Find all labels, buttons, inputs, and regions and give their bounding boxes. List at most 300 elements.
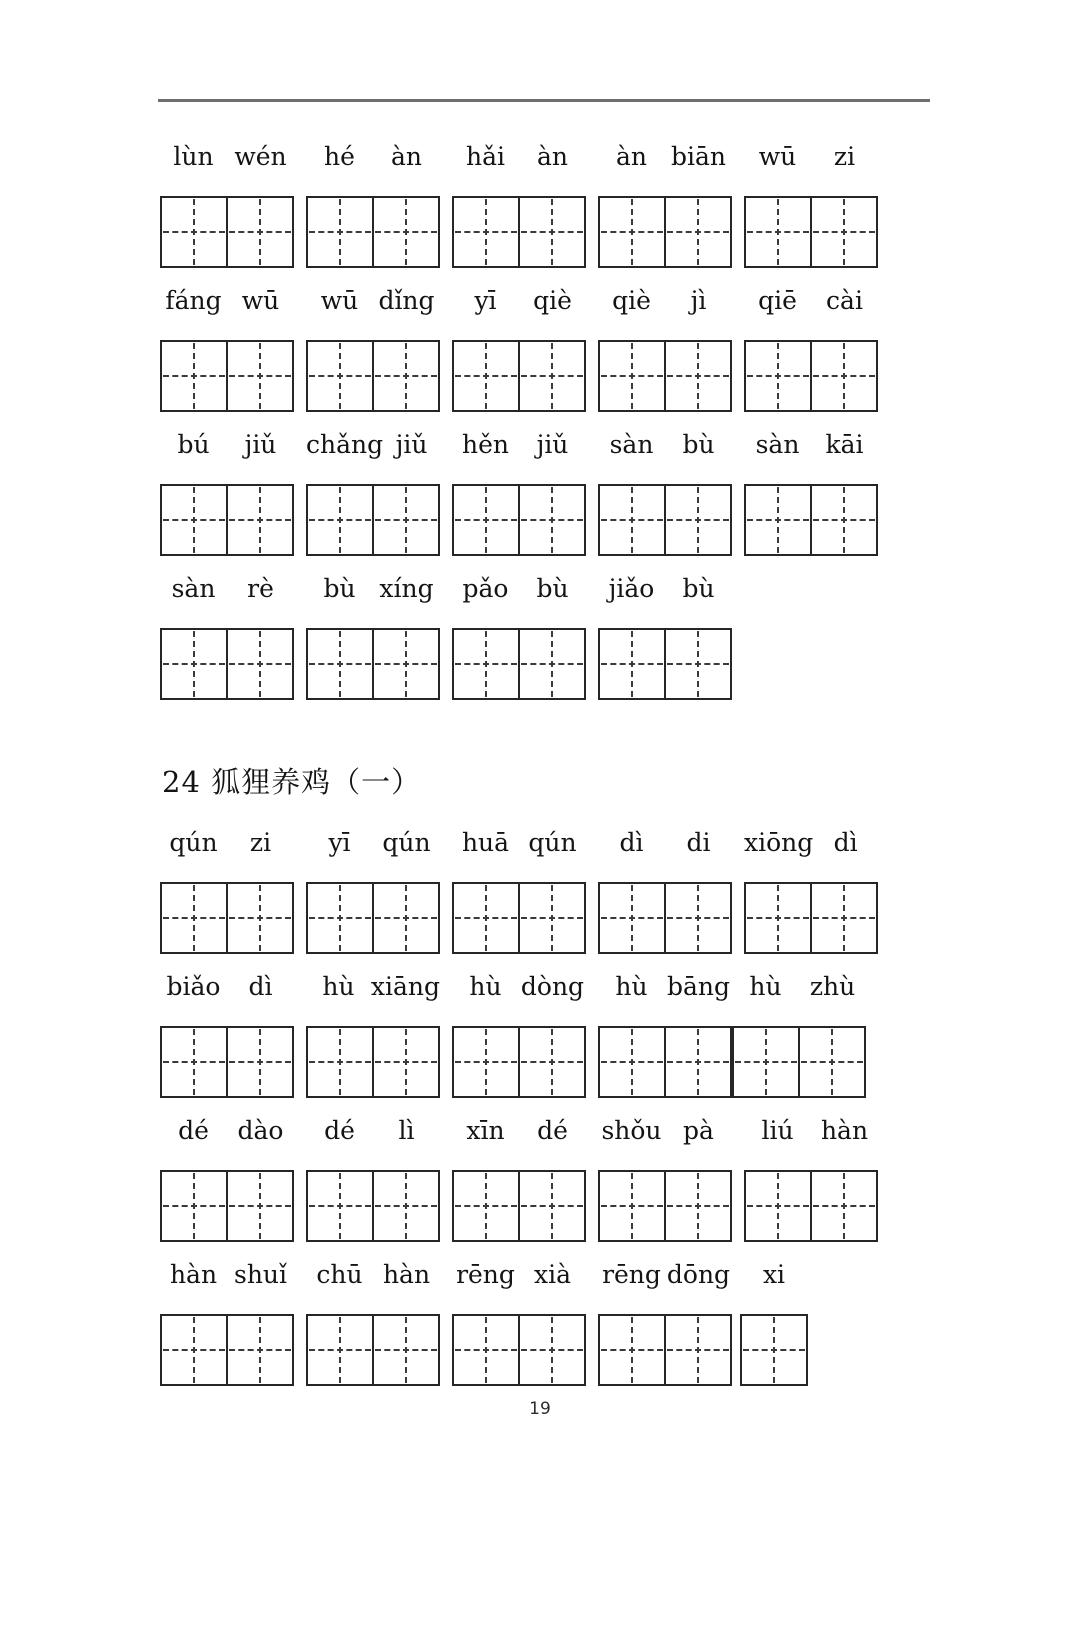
pinyin-word-group bbox=[306, 428, 440, 556]
writing-grid-row bbox=[452, 628, 586, 700]
writing-box bbox=[308, 1028, 372, 1096]
pinyin-line bbox=[744, 826, 878, 860]
writing-box bbox=[162, 198, 226, 266]
tianzige-grid bbox=[598, 484, 732, 556]
pinyin-syllable: dì bbox=[248, 972, 273, 1001]
pinyin-line bbox=[452, 428, 586, 462]
writing-grid-row bbox=[306, 628, 440, 700]
pinyin-syllable: lì bbox=[398, 1116, 415, 1145]
writing-box bbox=[664, 1028, 730, 1096]
pinyin-syllable: jiǔ bbox=[536, 430, 569, 459]
pinyin-syllable: pǎo bbox=[462, 574, 509, 603]
pinyin-segment bbox=[160, 572, 294, 606]
pinyin-syllable: rēng bbox=[602, 1260, 661, 1289]
tianzige-grid bbox=[452, 484, 586, 556]
pinyin-syllable: kāi bbox=[825, 430, 864, 459]
pinyin-syllable: xiōng bbox=[744, 828, 814, 857]
writing-box bbox=[454, 1172, 518, 1240]
pinyin-line bbox=[306, 970, 440, 1004]
pinyin-word-group bbox=[452, 284, 586, 412]
writing-box bbox=[454, 1028, 518, 1096]
tianzige-grid bbox=[598, 628, 732, 700]
pinyin-syllable: sàn bbox=[171, 574, 216, 603]
pinyin-syllable: dì bbox=[619, 828, 644, 857]
pinyin-word-group bbox=[598, 970, 866, 1098]
pinyin-syllable: shuǐ bbox=[233, 1260, 288, 1289]
pinyin-syllable: qiē bbox=[758, 286, 797, 315]
pinyin-word-group bbox=[306, 1114, 440, 1242]
pinyin-segment bbox=[598, 826, 732, 860]
tianzige-grid bbox=[306, 484, 440, 556]
pinyin-word-group bbox=[452, 572, 586, 700]
section-heading: 24 狐狸养鸡（一） bbox=[162, 765, 422, 799]
writing-box bbox=[308, 630, 372, 698]
writing-grid-row bbox=[744, 882, 878, 954]
pinyin-segment bbox=[306, 284, 440, 318]
writing-box bbox=[454, 884, 518, 952]
writing-box bbox=[308, 1172, 372, 1240]
tianzige-grid bbox=[160, 1170, 294, 1242]
writing-box bbox=[746, 884, 810, 952]
writing-box bbox=[734, 1028, 798, 1096]
pinyin-line bbox=[598, 428, 732, 462]
pinyin-syllable: bāng bbox=[666, 972, 730, 1001]
writing-grid-row bbox=[306, 340, 440, 412]
tianzige-grid bbox=[160, 484, 294, 556]
writing-box bbox=[162, 1028, 226, 1096]
writing-box bbox=[742, 1316, 806, 1384]
pinyin-line bbox=[744, 1114, 878, 1148]
pinyin-syllable: xià bbox=[534, 1260, 571, 1289]
pinyin-syllable: wū bbox=[320, 286, 359, 315]
tianzige-grid bbox=[160, 1026, 294, 1098]
writing-grid-row bbox=[744, 196, 878, 268]
pinyin-line bbox=[306, 428, 440, 462]
pinyin-syllable: huā bbox=[461, 828, 510, 857]
pinyin-syllable: dé bbox=[324, 1116, 355, 1145]
writing-grid-row bbox=[744, 1170, 878, 1242]
pinyin-syllable: qiè bbox=[612, 286, 651, 315]
tianzige-grid bbox=[306, 1026, 440, 1098]
writing-box bbox=[162, 1172, 226, 1240]
writing-grid-row bbox=[744, 484, 878, 556]
pinyin-segment bbox=[598, 140, 732, 174]
pinyin-line bbox=[598, 140, 732, 174]
pinyin-word-group bbox=[452, 1258, 586, 1386]
tianzige-grid bbox=[306, 882, 440, 954]
writing-box bbox=[308, 884, 372, 952]
pinyin-segment bbox=[160, 826, 294, 860]
writing-box bbox=[226, 884, 292, 952]
pinyin-segment bbox=[598, 1258, 732, 1292]
pinyin-syllable: dé bbox=[537, 1116, 568, 1145]
writing-box bbox=[600, 1028, 664, 1096]
writing-grid-row bbox=[160, 484, 294, 556]
pinyin-syllable: biān bbox=[670, 142, 726, 171]
pinyin-segment bbox=[306, 1258, 440, 1292]
writing-grid-row bbox=[160, 628, 294, 700]
tianzige-grid bbox=[744, 196, 878, 268]
word-row bbox=[160, 1258, 935, 1386]
tianzige-grid bbox=[732, 1026, 866, 1098]
writing-box bbox=[600, 486, 664, 554]
pinyin-syllable: hǎi bbox=[465, 142, 505, 171]
pinyin-segment bbox=[306, 428, 440, 462]
pinyin-segment bbox=[744, 1114, 878, 1148]
pinyin-line bbox=[452, 1258, 586, 1292]
pinyin-syllable: bù bbox=[682, 574, 715, 603]
writing-box bbox=[454, 486, 518, 554]
pinyin-syllable: dào bbox=[237, 1116, 284, 1145]
pinyin-word-group bbox=[598, 1114, 732, 1242]
pinyin-segment bbox=[306, 140, 440, 174]
pinyin-word-group bbox=[160, 826, 294, 954]
writing-box bbox=[518, 342, 584, 410]
pinyin-segment bbox=[598, 284, 732, 318]
tianzige-grid bbox=[452, 882, 586, 954]
pinyin-line bbox=[452, 284, 586, 318]
writing-grid-row bbox=[306, 1026, 440, 1098]
pinyin-syllable: chū bbox=[316, 1260, 363, 1289]
writing-grid-row bbox=[452, 340, 586, 412]
pinyin-line bbox=[452, 970, 586, 1004]
pinyin-syllable: zi bbox=[249, 828, 272, 857]
pinyin-segment bbox=[306, 572, 440, 606]
pinyin-segment bbox=[306, 826, 440, 860]
pinyin-word-group bbox=[452, 1114, 586, 1242]
pinyin-segment bbox=[452, 1114, 586, 1148]
pinyin-segment bbox=[452, 1258, 586, 1292]
writing-grid-row bbox=[452, 1026, 586, 1098]
tianzige-grid bbox=[452, 1026, 586, 1098]
word-row bbox=[160, 826, 935, 954]
pinyin-word-group bbox=[306, 572, 440, 700]
pinyin-syllable: dòng bbox=[520, 972, 585, 1001]
pinyin-syllable: xīn bbox=[466, 1116, 505, 1145]
pinyin-word-group bbox=[306, 1258, 440, 1386]
tianzige-grid bbox=[160, 882, 294, 954]
writing-box bbox=[518, 486, 584, 554]
pinyin-word-group bbox=[160, 1258, 294, 1386]
pinyin-line bbox=[452, 572, 586, 606]
pinyin-segment bbox=[160, 428, 294, 462]
writing-box bbox=[600, 1316, 664, 1384]
tianzige-grid bbox=[452, 628, 586, 700]
pinyin-word-group bbox=[744, 284, 878, 412]
pinyin-syllable: fáng bbox=[165, 286, 222, 315]
writing-box bbox=[664, 630, 730, 698]
pinyin-syllable: shǒu bbox=[601, 1116, 662, 1145]
tianzige-grid bbox=[306, 1314, 440, 1386]
pinyin-word-group bbox=[744, 1114, 878, 1242]
pinyin-word-group bbox=[598, 572, 732, 700]
pinyin-syllable: rēng bbox=[456, 1260, 515, 1289]
pinyin-line bbox=[452, 1114, 586, 1148]
pinyin-syllable: liú bbox=[761, 1116, 794, 1145]
writing-box bbox=[664, 198, 730, 266]
pinyin-syllable: lùn bbox=[173, 142, 214, 171]
writing-grid-row bbox=[160, 1170, 294, 1242]
writing-box bbox=[810, 884, 876, 952]
pinyin-segment bbox=[306, 970, 440, 1004]
writing-box bbox=[664, 884, 730, 952]
pinyin-segment bbox=[452, 284, 586, 318]
pinyin-segment bbox=[452, 826, 586, 860]
pinyin-segment bbox=[160, 140, 294, 174]
pinyin-line bbox=[160, 140, 294, 174]
pinyin-syllable: hé bbox=[324, 142, 355, 171]
word-row bbox=[160, 284, 935, 412]
pinyin-word-group bbox=[160, 428, 294, 556]
pinyin-word-group bbox=[160, 572, 294, 700]
tianzige-grid bbox=[306, 340, 440, 412]
pinyin-syllable: bù bbox=[323, 574, 356, 603]
pinyin-segment bbox=[160, 284, 294, 318]
writing-grid-row bbox=[452, 882, 586, 954]
pinyin-line bbox=[598, 1258, 808, 1292]
pinyin-syllable: hěn bbox=[462, 430, 509, 459]
pinyin-syllable: cài bbox=[826, 286, 863, 315]
writing-box bbox=[810, 342, 876, 410]
writing-box bbox=[372, 630, 438, 698]
writing-box bbox=[162, 342, 226, 410]
pinyin-syllable: jiǔ bbox=[244, 430, 277, 459]
pinyin-segment bbox=[160, 1114, 294, 1148]
pinyin-word-group bbox=[598, 140, 732, 268]
word-row bbox=[160, 970, 935, 1098]
pinyin-word-group bbox=[306, 284, 440, 412]
pinyin-line bbox=[160, 428, 294, 462]
pinyin-syllable: qiè bbox=[533, 286, 572, 315]
pinyin-syllable: biǎo bbox=[166, 972, 221, 1001]
pinyin-word-group bbox=[306, 970, 440, 1098]
word-row bbox=[160, 140, 935, 268]
pinyin-syllable: àn bbox=[536, 142, 568, 171]
pinyin-line bbox=[160, 970, 294, 1004]
pinyin-syllable: bù bbox=[682, 430, 715, 459]
writing-box bbox=[226, 1028, 292, 1096]
tianzige-grid bbox=[306, 628, 440, 700]
tianzige-grid bbox=[740, 1314, 808, 1386]
writing-grid-row bbox=[306, 1170, 440, 1242]
writing-box bbox=[798, 1028, 864, 1096]
pinyin-syllable: hù bbox=[615, 972, 648, 1001]
pinyin-segment bbox=[160, 970, 294, 1004]
pinyin-syllable: dé bbox=[178, 1116, 209, 1145]
writing-grid-row bbox=[160, 1314, 294, 1386]
pinyin-word-group bbox=[598, 428, 732, 556]
writing-box bbox=[226, 1172, 292, 1240]
pinyin-word-group bbox=[160, 284, 294, 412]
writing-grid-row bbox=[160, 882, 294, 954]
writing-box bbox=[746, 198, 810, 266]
header-rule bbox=[158, 99, 930, 102]
pinyin-syllable: wū bbox=[241, 286, 280, 315]
pinyin-syllable: hàn bbox=[382, 1260, 431, 1289]
writing-grid-row bbox=[744, 340, 878, 412]
tianzige-grid bbox=[744, 340, 878, 412]
pinyin-syllable: chǎng bbox=[306, 430, 384, 459]
pinyin-syllable: hàn bbox=[169, 1260, 218, 1289]
writing-box bbox=[162, 1316, 226, 1384]
pinyin-word-group bbox=[598, 284, 732, 412]
tianzige-grid bbox=[160, 1314, 294, 1386]
writing-box bbox=[308, 198, 372, 266]
pinyin-syllable: xíng bbox=[379, 574, 434, 603]
pinyin-word-group bbox=[306, 826, 440, 954]
writing-box bbox=[454, 630, 518, 698]
pinyin-segment bbox=[598, 970, 732, 1004]
pinyin-segment bbox=[306, 1114, 440, 1148]
pinyin-syllable: qún bbox=[169, 828, 218, 857]
writing-box bbox=[226, 630, 292, 698]
pinyin-syllable: hù bbox=[469, 972, 502, 1001]
tianzige-grid bbox=[160, 628, 294, 700]
writing-box bbox=[226, 486, 292, 554]
pinyin-syllable: àn bbox=[390, 142, 422, 171]
pinyin-word-group bbox=[160, 1114, 294, 1242]
writing-box bbox=[664, 342, 730, 410]
pinyin-segment bbox=[452, 572, 586, 606]
tianzige-grid bbox=[452, 196, 586, 268]
writing-box bbox=[600, 198, 664, 266]
tianzige-grid bbox=[598, 340, 732, 412]
pinyin-syllable: jiǎo bbox=[608, 574, 655, 603]
pinyin-line bbox=[160, 572, 294, 606]
writing-box bbox=[810, 486, 876, 554]
writing-grid-row bbox=[598, 1170, 732, 1242]
pinyin-line bbox=[744, 428, 878, 462]
word-row bbox=[160, 572, 935, 700]
pinyin-line bbox=[306, 1258, 440, 1292]
writing-box bbox=[372, 1316, 438, 1384]
writing-box bbox=[600, 342, 664, 410]
writing-box bbox=[810, 198, 876, 266]
worksheet bbox=[160, 140, 935, 1386]
writing-grid-row bbox=[452, 1314, 586, 1386]
writing-box bbox=[600, 630, 664, 698]
tianzige-grid bbox=[598, 196, 732, 268]
page-number: 19 bbox=[529, 1399, 551, 1419]
pinyin-line bbox=[160, 1114, 294, 1148]
writing-box bbox=[372, 486, 438, 554]
pinyin-segment bbox=[598, 1114, 732, 1148]
pinyin-line bbox=[598, 1114, 732, 1148]
writing-grid-row bbox=[306, 1314, 440, 1386]
tianzige-grid bbox=[452, 340, 586, 412]
pinyin-syllable: zhù bbox=[809, 972, 856, 1001]
tianzige-grid bbox=[160, 340, 294, 412]
pinyin-syllable: wū bbox=[758, 142, 797, 171]
pinyin-word-group bbox=[452, 428, 586, 556]
pinyin-word-group bbox=[452, 140, 586, 268]
writing-box bbox=[372, 1172, 438, 1240]
pinyin-syllable: dǐng bbox=[378, 286, 435, 315]
writing-grid-row bbox=[160, 196, 294, 268]
pinyin-syllable: yī bbox=[474, 286, 497, 315]
pinyin-syllable: di bbox=[686, 828, 711, 857]
pinyin-syllable: rè bbox=[247, 574, 274, 603]
pinyin-line bbox=[160, 826, 294, 860]
pinyin-line bbox=[744, 284, 878, 318]
pinyin-segment bbox=[452, 140, 586, 174]
pinyin-word-group bbox=[744, 826, 878, 954]
writing-box bbox=[518, 884, 584, 952]
writing-box bbox=[518, 630, 584, 698]
writing-box bbox=[162, 486, 226, 554]
pinyin-line bbox=[598, 572, 732, 606]
writing-grid-row bbox=[598, 1314, 808, 1386]
writing-box bbox=[454, 198, 518, 266]
pinyin-word-group bbox=[306, 140, 440, 268]
writing-box bbox=[518, 1028, 584, 1096]
pinyin-segment bbox=[598, 572, 732, 606]
pinyin-syllable: sàn bbox=[755, 430, 800, 459]
pinyin-syllable: hù bbox=[749, 972, 782, 1001]
pinyin-syllable: dōng bbox=[666, 1260, 731, 1289]
pinyin-word-group bbox=[452, 826, 586, 954]
pinyin-word-group bbox=[598, 826, 732, 954]
pinyin-word-group bbox=[598, 1258, 808, 1386]
pinyin-line bbox=[598, 826, 732, 860]
pinyin-line bbox=[598, 970, 866, 1004]
pinyin-syllable: sàn bbox=[609, 430, 654, 459]
writing-box bbox=[746, 486, 810, 554]
tianzige-grid bbox=[744, 882, 878, 954]
pinyin-line bbox=[160, 1258, 294, 1292]
pinyin-line bbox=[306, 572, 440, 606]
tianzige-grid bbox=[598, 1026, 732, 1098]
pinyin-line bbox=[744, 140, 878, 174]
pinyin-word-group bbox=[744, 428, 878, 556]
writing-grid-row bbox=[452, 1170, 586, 1242]
pinyin-segment bbox=[160, 1258, 294, 1292]
writing-box bbox=[810, 1172, 876, 1240]
pinyin-segment bbox=[732, 970, 866, 1004]
pinyin-syllable: qún bbox=[528, 828, 577, 857]
pinyin-line bbox=[160, 284, 294, 318]
writing-grid-row bbox=[306, 196, 440, 268]
tianzige-grid bbox=[160, 196, 294, 268]
tianzige-grid bbox=[306, 196, 440, 268]
pinyin-syllable: qún bbox=[382, 828, 431, 857]
pinyin-word-group bbox=[160, 140, 294, 268]
writing-grid-row bbox=[598, 628, 732, 700]
pinyin-syllable: dì bbox=[833, 828, 858, 857]
writing-box bbox=[454, 1316, 518, 1384]
pinyin-word-group bbox=[744, 140, 878, 268]
pinyin-syllable: jì bbox=[690, 286, 707, 315]
tianzige-grid bbox=[744, 484, 878, 556]
writing-box bbox=[664, 486, 730, 554]
writing-box bbox=[308, 486, 372, 554]
pinyin-line bbox=[598, 284, 732, 318]
pinyin-segment bbox=[744, 140, 878, 174]
word-row bbox=[160, 428, 935, 556]
writing-box bbox=[518, 1172, 584, 1240]
writing-grid-row bbox=[452, 484, 586, 556]
writing-box bbox=[664, 1172, 730, 1240]
writing-grid-row bbox=[160, 1026, 294, 1098]
pinyin-word-group bbox=[452, 970, 586, 1098]
pinyin-syllable: pà bbox=[683, 1116, 714, 1145]
pinyin-word-group bbox=[160, 970, 294, 1098]
pinyin-segment bbox=[598, 428, 732, 462]
pinyin-syllable: xiāng bbox=[370, 972, 440, 1001]
writing-box bbox=[162, 884, 226, 952]
pinyin-line bbox=[452, 826, 586, 860]
word-row bbox=[160, 1114, 935, 1242]
